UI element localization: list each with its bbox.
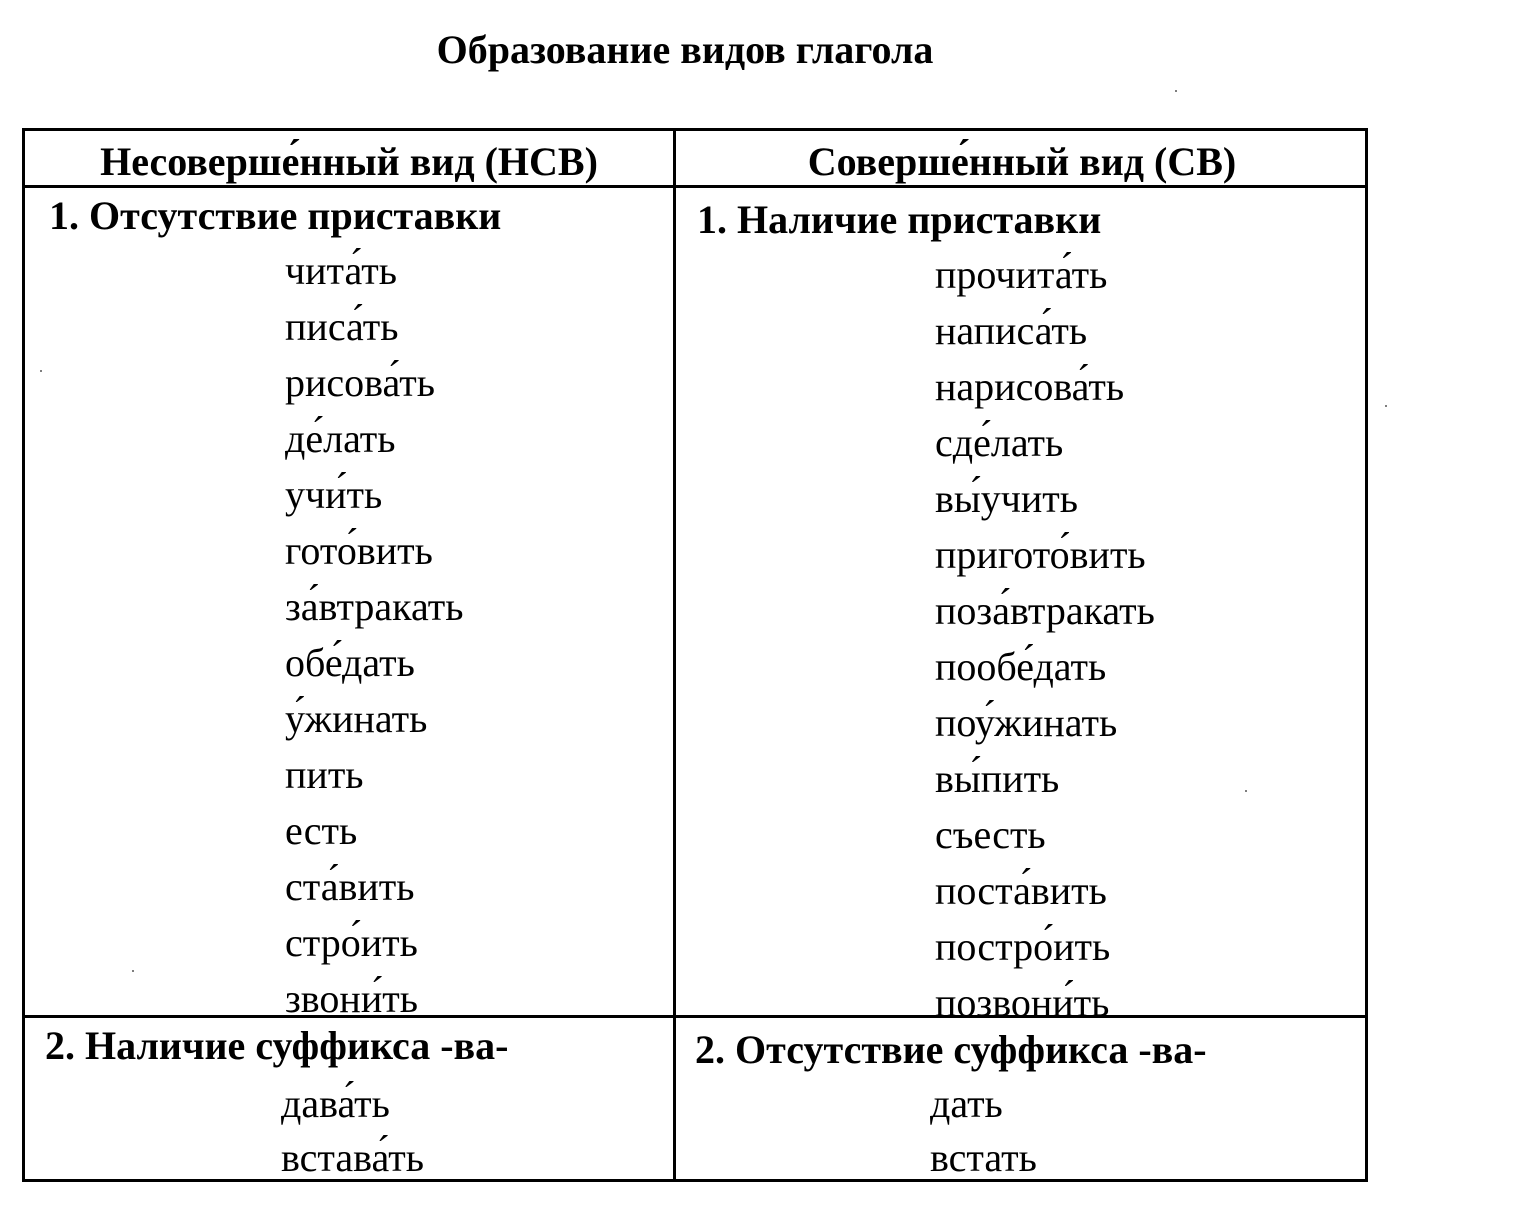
header-imperfective: Несоверше́нный вид (НСВ) <box>100 139 598 184</box>
verb-word: писа́ть <box>285 304 399 349</box>
verb-word: рисова́ть <box>285 360 435 405</box>
scan-speck <box>1175 90 1177 92</box>
verb-word: чита́ть <box>285 248 397 293</box>
section1-left-words <box>285 243 463 1027</box>
verb-word: за́втракать <box>285 584 464 629</box>
verb-word: дава́ть <box>281 1081 390 1126</box>
verb-word: написа́ть <box>935 308 1088 353</box>
verb-word: вы́учить <box>935 476 1079 521</box>
verb-word: поу́жинать <box>935 700 1118 745</box>
column-divider <box>673 131 676 1179</box>
verb-word: обе́дать <box>285 640 415 685</box>
verb-word: пообе́дать <box>935 644 1107 689</box>
verb-word: есть <box>285 808 358 853</box>
verb-word: сде́лать <box>935 420 1064 465</box>
section2-left-heading: 2. Наличие суффикса -ва- <box>45 1023 509 1068</box>
verb-word: пить <box>285 752 364 797</box>
verb-word: постро́ить <box>935 924 1111 969</box>
section1-right-words <box>935 247 1155 1031</box>
page-title: Образование видов глагола <box>436 27 934 72</box>
verb-aspect-table <box>22 128 1368 1182</box>
verb-word: дать <box>930 1081 1003 1126</box>
section1-right-heading: 1. Наличие приставки <box>697 197 1102 242</box>
verb-word: пригото́вить <box>935 532 1146 577</box>
verb-word: прочита́ть <box>935 252 1108 297</box>
header-perfective: Соверше́нный вид (СВ) <box>807 139 1237 184</box>
section2-right-words <box>930 1077 1037 1185</box>
scan-speck <box>132 970 134 972</box>
verb-word: де́лать <box>285 416 396 461</box>
scan-speck <box>1385 405 1387 407</box>
verb-word: учи́ть <box>285 472 383 517</box>
verb-word: у́жинать <box>285 696 428 741</box>
section-divider <box>25 1015 1365 1018</box>
verb-word: встать <box>930 1135 1037 1180</box>
verb-word: позвони́ть <box>935 980 1110 1025</box>
section2-left-words <box>281 1077 424 1185</box>
verb-word: съесть <box>935 812 1046 857</box>
scan-speck <box>1245 790 1247 792</box>
scan-speck <box>40 370 42 372</box>
verb-word: звони́ть <box>285 976 418 1021</box>
section2-right-heading: 2. Отсутствие суффикса -ва- <box>695 1027 1207 1072</box>
verb-word: поза́втракать <box>935 588 1155 633</box>
verb-word: поста́вить <box>935 868 1107 913</box>
verb-word: ста́вить <box>285 864 415 909</box>
verb-word: встава́ть <box>281 1135 424 1180</box>
verb-word: вы́пить <box>935 756 1060 801</box>
verb-word: стро́ить <box>285 920 418 965</box>
section1-left-heading: 1. Отсутствие приставки <box>49 193 502 238</box>
verb-word: гото́вить <box>285 528 433 573</box>
verb-word: нарисова́ть <box>935 364 1125 409</box>
